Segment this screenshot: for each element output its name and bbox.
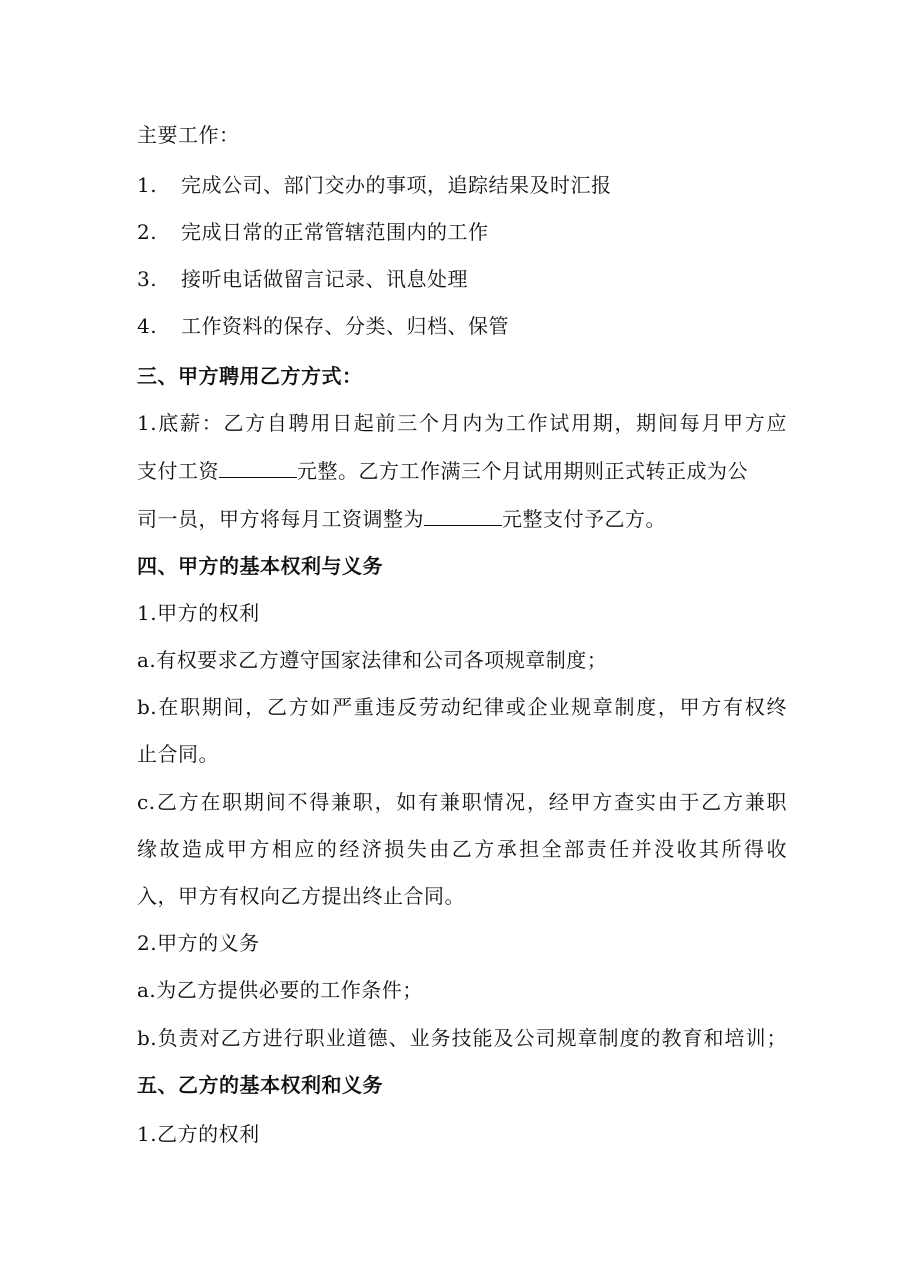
section4-right-b-line2: 止合同。 [137,742,219,766]
section4-right-c-line3: 入，甲方有权向乙方提出终止合同。 [137,884,465,908]
section3-heading: 三、甲方聘用乙方方式： [137,364,363,388]
section3-line3-after: 元整支付予乙方。 [502,507,666,531]
section3-line1: 1.底薪：乙方自聘用日起前三个月内为工作试用期，期间每月甲方应 [137,411,787,435]
section3-line2 [137,457,787,485]
work-item-2-number: 2. [137,220,158,244]
work-item-4-number: 4. [137,314,158,338]
work-item-4-text: 工作资料的保存、分类、归档、保管 [181,314,509,338]
section5-rights-title: 1.乙方的权利 [137,1122,260,1146]
section4-rights-title: 1.甲方的权利 [137,601,260,625]
work-item-1 [137,171,787,199]
work-item-3 [137,265,787,293]
work-item-2-text: 完成日常的正常管辖范围内的工作 [181,220,489,244]
work-title: 主要工作： [137,123,240,147]
section4-duty-b: b.负责对乙方进行职业道德、业务技能及公司规章制度的教育和培训； [137,1026,787,1050]
work-item-2 [137,218,787,246]
work-item-3-text: 接听电话做留言记录、讯息处理 [181,267,468,291]
section4-right-a: a.有权要求乙方遵守国家法律和公司各项规章制度； [137,648,608,672]
work-item-3-number: 3. [137,267,158,291]
work-item-1-number: 1. [137,173,158,197]
work-item-4 [137,312,787,340]
section4-right-c-line1: c.乙方在职期间不得兼职，如有兼职情况，经甲方查实由于乙方兼职 [137,790,787,814]
section5-heading: 五、乙方的基本权利和义务 [137,1073,383,1097]
section3-line3 [137,505,787,533]
section4-duty-a: a.为乙方提供必要的工作条件； [137,978,423,1002]
work-item-1-text: 完成公司、部门交办的事项，追踪结果及时汇报 [181,173,612,197]
salary-blank-2 [424,506,502,526]
section3-line3-before: 司一员，甲方将每月工资调整为 [137,507,424,531]
section4-right-c-line2: 缘故造成甲方相应的经济损失由乙方承担全部责任并没收其所得收 [137,837,787,861]
section4-heading: 四、甲方的基本权利与义务 [137,554,383,578]
section4-right-b-line1: b.在职期间，乙方如严重违反劳动纪律或企业规章制度，甲方有权终 [137,695,787,719]
section4-duties-title: 2.甲方的义务 [137,931,260,955]
salary-blank-1 [219,458,297,478]
section3-line2-before: 支付工资 [137,459,219,483]
section3-line2-after: 元整。乙方工作满三个月试用期则正式转正成为公 [297,459,748,483]
